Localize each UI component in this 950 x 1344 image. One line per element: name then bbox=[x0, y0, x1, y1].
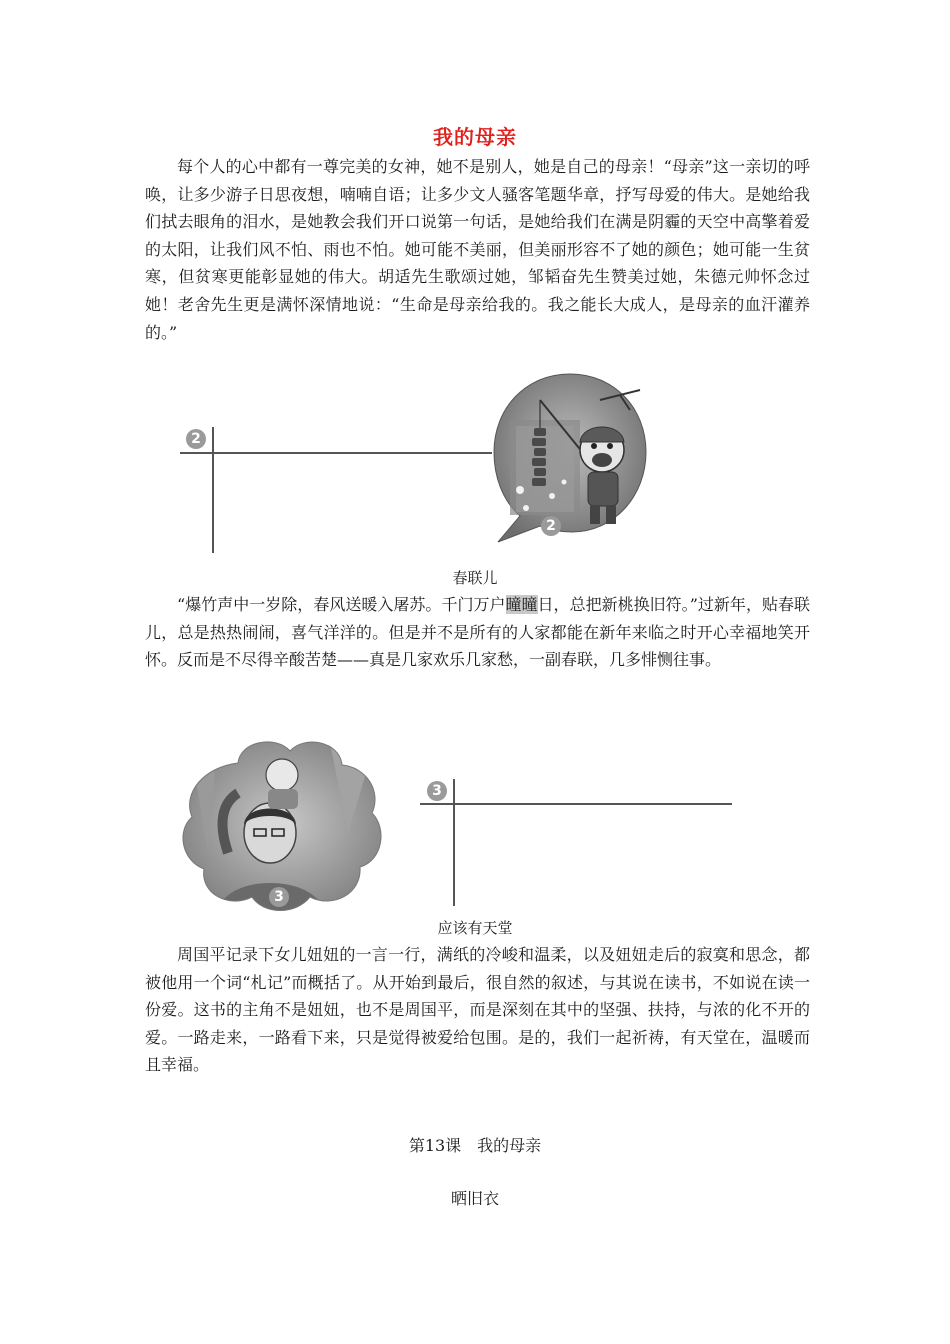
spring-couplet-image bbox=[490, 370, 650, 545]
page-title: 我的母亲 bbox=[433, 125, 517, 149]
lesson-heading: 第13课 我的母亲 bbox=[408, 1136, 542, 1155]
number-badge-2: 2 bbox=[186, 429, 206, 449]
sub-heading: 晒旧衣 bbox=[450, 1189, 499, 1208]
heaven-paragraph: 周国平记录下女儿妞妞的一言一行，满纸的冷峻和温柔，以及妞妞走后的寂寞和思念，都被他用一个词“札记”而概括了。从开始到最后，很自然的叙述，与其说在读书，不如说在读一份爱。这书的主角不是妞妞，也不是周国平，而是深刻在其中的坚强、扶持，与浓的化不开的爱。一路走来，一路看下来，只是觉得被爱给包围。是的，我们一起祈祷，有天堂在，温暖而且幸福。 bbox=[145, 945, 810, 1075]
image-badge-3: 3 bbox=[269, 887, 289, 907]
caption-spring-couplet: 春联儿 bbox=[452, 569, 498, 587]
highlighted-word: 曈曈 bbox=[505, 595, 538, 614]
intro-paragraph: 每个人的心中都有一尊完美的女神，她不是别人，她是自己的母亲！“母亲”这一亲切的呼唤，让多少游子日思夜想，喃喃自语；让多少文人骚客笔题华章，抒写母爱的伟大。是她给我们拭去眼角的泪水，是她教会我们开口说第一句话，是她给我们在满是阴霾的天空中高擎着爱的太阳，让我们风不怕、雨也不怕。她可能不美丽，但美丽形容不了她的颜色；她可能一生贫寒，但贫寒更能彰显她的伟大。胡适先生歌颂过她，邹韬奋先生赞美过她，朱德元帅怀念过她！老舍先生更是满怀深情地说：“生命是母亲给我的。我之能长大成人，是母亲的血汗灌养的。” bbox=[145, 157, 810, 342]
spring-couplet-paragraph: “爆竹声中一岁除，春风送暖入屠苏。千门万户曈曈日，总把新桃换旧符。”过新年，贴春联儿，总是热热闹闹，喜气洋洋的。但是并不是所有的人家都能在新年来临之时开心幸福地笑开怀。反而是不尽得辛酸苦楚——真是几家欢乐几家愁，一副春联，几多悱恻往事。 bbox=[145, 595, 810, 670]
image-badge-2: 2 bbox=[541, 516, 561, 536]
number-badge-3: 3 bbox=[427, 781, 447, 801]
father-daughter-image bbox=[178, 733, 388, 913]
caption-heaven: 应该有天堂 bbox=[437, 919, 513, 937]
